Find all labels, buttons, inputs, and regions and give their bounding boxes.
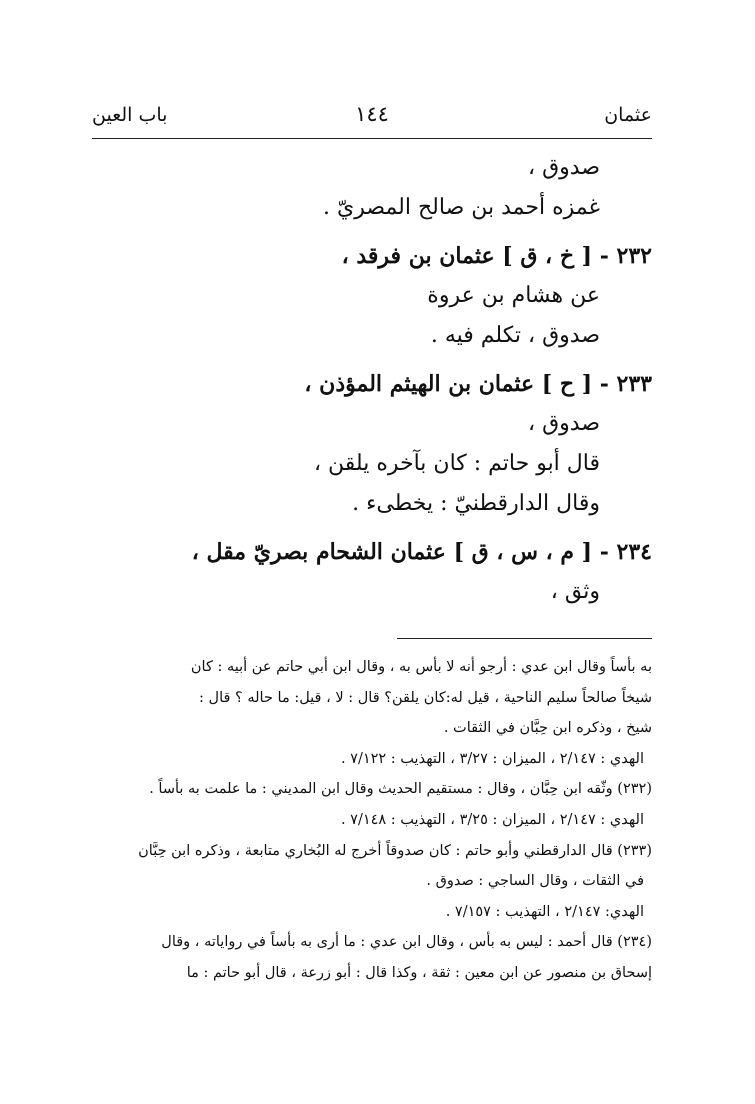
- main-text: [132, 148, 652, 612]
- entry-heading-233: ٢٣٣ - [ ح ] عثمان بن الهيثم المؤذن ،: [304, 371, 652, 397]
- footnote-divider: [397, 638, 652, 639]
- main-line: صدوق ،: [527, 411, 600, 436]
- page-number: ١٤٤: [355, 102, 389, 126]
- header-chapter-title: باب العين: [92, 104, 168, 126]
- footnote-line: (٢٣٢) وثّقه ابن حِبَّان ، وقال : مستقيم الحديث وقال ابن المديني : ما علمت به بأساً .: [149, 781, 652, 798]
- entry-heading-234: ٢٣٤ - [ م ، س ، ق ] عثمان الشحام بصريّ مقل ،: [191, 539, 652, 565]
- footnotes: [92, 652, 652, 989]
- main-line: وثق ،: [550, 579, 600, 604]
- main-line: وقال الدارقطنيّ : يخطىء .: [352, 491, 600, 516]
- footnote-line: في الثقات ، وقال الساجي : صدوق .: [426, 873, 644, 890]
- running-header: [92, 104, 652, 140]
- footnote-line: شيخاً صالحاً سليم الناحية ، قيل له:كان يلقن؟ قال : لا ، قيل: ما حاله ؟ قال :: [199, 689, 652, 706]
- main-line: عن هشام بن عروة: [427, 283, 600, 308]
- main-line: صدوق ، تكلم فيه .: [430, 323, 600, 348]
- footnote-line: شيخ ، وذكره ابن حِبَّان في الثقات .: [443, 720, 652, 737]
- main-line: قال أبو حاتم : كان بآخره يلقن ،: [313, 451, 600, 476]
- footnote-reference: الهدي: ٢/١٤٧ ، التهذيب : ٧/١٥٧ .: [445, 903, 644, 920]
- footnote-line: إسحاق بن منصور عن ابن معين : ثقة ، وكذا قال : أبو زرعة ، قال أبو حاتم : ما: [186, 964, 652, 981]
- footnote-reference: الهدي : ٢/١٤٧ ، الميزان : ٣/٢٥ ، التهذيب : ٧/١٤٨ .: [340, 811, 644, 828]
- footnote-reference: الهدي : ٢/١٤٧ ، الميزان : ٣/٢٧ ، التهذيب : ٧/١٢٢ .: [340, 750, 644, 767]
- footnote-line: (٢٣٤) قال أحمد : ليس به بأس ، وقال ابن عدي : ما أرى به بأساً في رواياته ، وقال: [161, 934, 652, 951]
- header-section-name: عثمان: [604, 104, 652, 126]
- footnote-line: (٢٣٣) قال الدارقطني وأبو حاتم : كان صدوقاً أخرج له البُخاري متابعة ، وذكره ابن حِبَّان: [138, 842, 652, 859]
- main-line: صدوق ،: [527, 155, 600, 180]
- main-line: غمزه أحمد بن صالح المصريّ .: [323, 195, 600, 220]
- footnote-line: به بأساً وقال ابن عدي : أرجو أنه لا بأس به ، وقال ابن أبي حاتم عن أبيه : كان: [190, 659, 652, 675]
- entry-heading-232: ٢٣٢ - [ خ ، ق ] عثمان بن فرقد ،: [341, 243, 652, 269]
- header-divider: [92, 138, 652, 139]
